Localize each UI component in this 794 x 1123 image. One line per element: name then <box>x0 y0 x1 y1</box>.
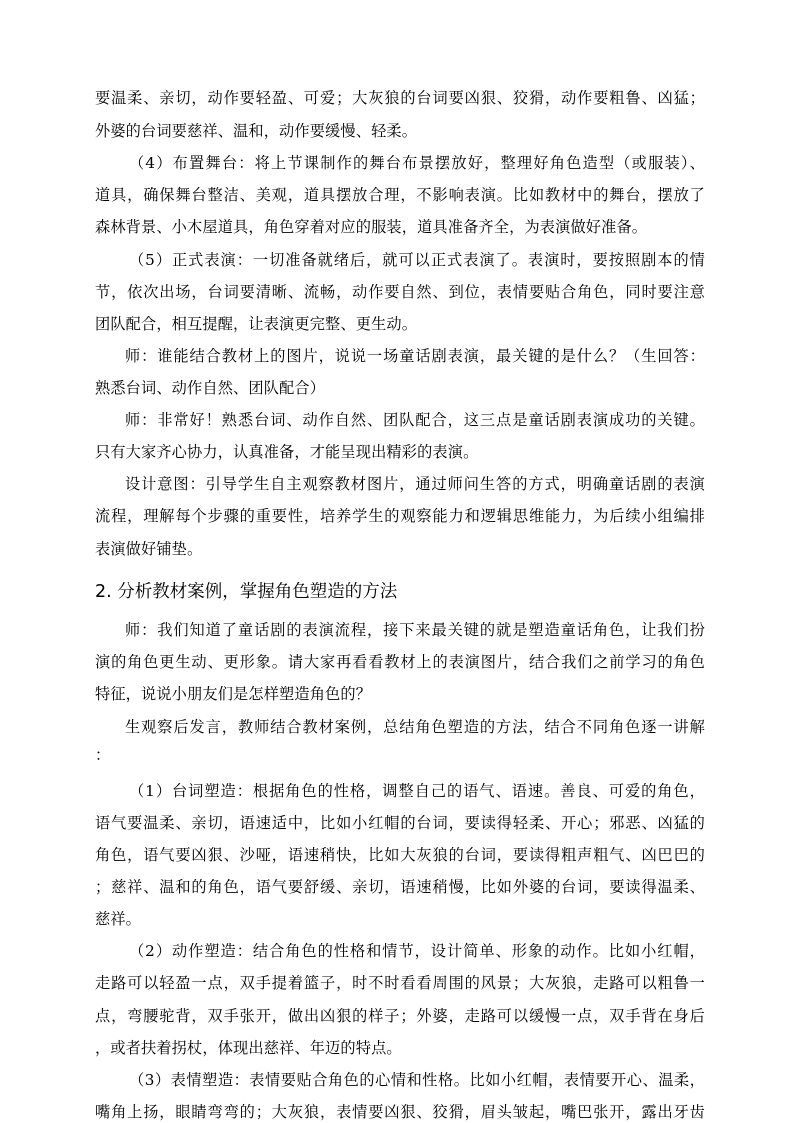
text-line: 语气要温柔、亲切，语速适中，比如小红帽的台词，要读得轻柔、开心；邪恶、凶猛的 <box>95 814 705 832</box>
text-line: （3）表情塑造：表情要贴合角色的心情和性格。比如小红帽，表情要开心、温柔， <box>129 1071 705 1089</box>
text-line: 森林背景、小木屋道具，角色穿着对应的服装，道具准备齐全，为表演做好准备。 <box>95 218 648 236</box>
text-line: 师：谁能结合教材上的图片，说说一场童话剧表演，最关键的是什么？（生回答： <box>125 347 705 365</box>
section-heading: 2. 分析教材案例，掌握角色塑造的方法 <box>95 582 398 602</box>
text-line: 生观察后发言，教师结合教材案例，总结角色塑造的方法，结合不同角色逐一讲解 <box>125 718 705 736</box>
text-line: 表演做好铺垫。 <box>95 540 203 558</box>
text-line: 嘴角上扬，眼睛弯弯的；大灰狼，表情要凶狠、狡猾，眉头皱起，嘴巴张开，露出牙齿 <box>95 1103 705 1121</box>
text-line: ；慈祥、温和的角色，语气要舒缓、亲切，语速稍慢，比如外婆的台词，要读得温柔、 <box>95 878 705 896</box>
text-line: 慈祥。 <box>95 910 142 928</box>
text-line: 演的角色更生动、更形象。请大家再看看教材上的表演图片，结合我们之前学习的角色 <box>95 653 705 671</box>
text-line: 设计意图：引导学生自主观察教材图片，通过师问生答的方式，明确童话剧的表演 <box>125 475 705 493</box>
text-line: 角色，语气要凶狠、沙哑，语速稍快，比如大灰狼的台词，要读得粗声粗气、凶巴巴的 <box>95 846 705 864</box>
text-line: 要温柔、亲切，动作要轻盈、可爱；大灰狼的台词要凶狠、狡猾，动作要粗鲁、凶猛； <box>95 89 705 107</box>
text-line: 团队配合，相互提醒，让表演更完整、更生动。 <box>95 315 418 333</box>
text-line: （5）正式表演：一切准备就绪后，就可以正式表演了。表演时，要按照剧本的情 <box>129 251 705 269</box>
text-line: ： <box>95 746 111 764</box>
text-line: 走路可以轻盈一点，双手提着篮子，时不时看看周围的风景；大灰狼，走路可以粗鲁一 <box>95 974 705 992</box>
text-line: （2）动作塑造：结合角色的性格和情节，设计简单、形象的动作。比如小红帽， <box>129 942 705 960</box>
text-line: 流程，理解每个步骤的重要性，培养学生的观察能力和逻辑思维能力，为后续小组编排 <box>95 507 705 525</box>
text-line: 熟悉台词、动作自然、团队配合） <box>95 379 326 397</box>
text-line: （1）台词塑造：根据角色的性格，调整自己的语气、语速。善良、可爱的角色， <box>129 782 705 800</box>
text-line: 点，弯腰驼背，双手张开，做出凶狠的样子；外婆，走路可以缓慢一点，双手背在身后 <box>95 1007 705 1025</box>
text-line: ，或者扶着拐杖，体现出慈祥、年迈的特点。 <box>95 1039 402 1057</box>
text-line: 只有大家齐心协力，认真准备，才能呈现出精彩的表演。 <box>95 443 479 461</box>
text-line: （4）布置舞台：将上节课制作的舞台布景摆放好，整理好角色造型（或服装）、 <box>129 154 705 172</box>
text-line: 节，依次出场，台词要清晰、流畅，动作要自然、到位，表情要贴合角色，同时要注意 <box>95 283 705 301</box>
text-line: 特征，说说小朋友们是怎样塑造角色的？ <box>95 685 372 703</box>
text-line: 师：非常好！熟悉台词、动作自然、团队配合，这三点是童话剧表演成功的关键。 <box>125 411 705 429</box>
text-line: 师：我们知道了童话剧的表演流程，接下来最关键的就是塑造童话角色，让我们扮 <box>125 621 705 639</box>
text-line: 道具，确保舞台整洁、美观，道具摆放合理，不影响表演。比如教材中的舞台，摆放了 <box>95 186 705 204</box>
text-line: 外婆的台词要慈祥、温和，动作要缓慢、轻柔。 <box>95 122 418 140</box>
